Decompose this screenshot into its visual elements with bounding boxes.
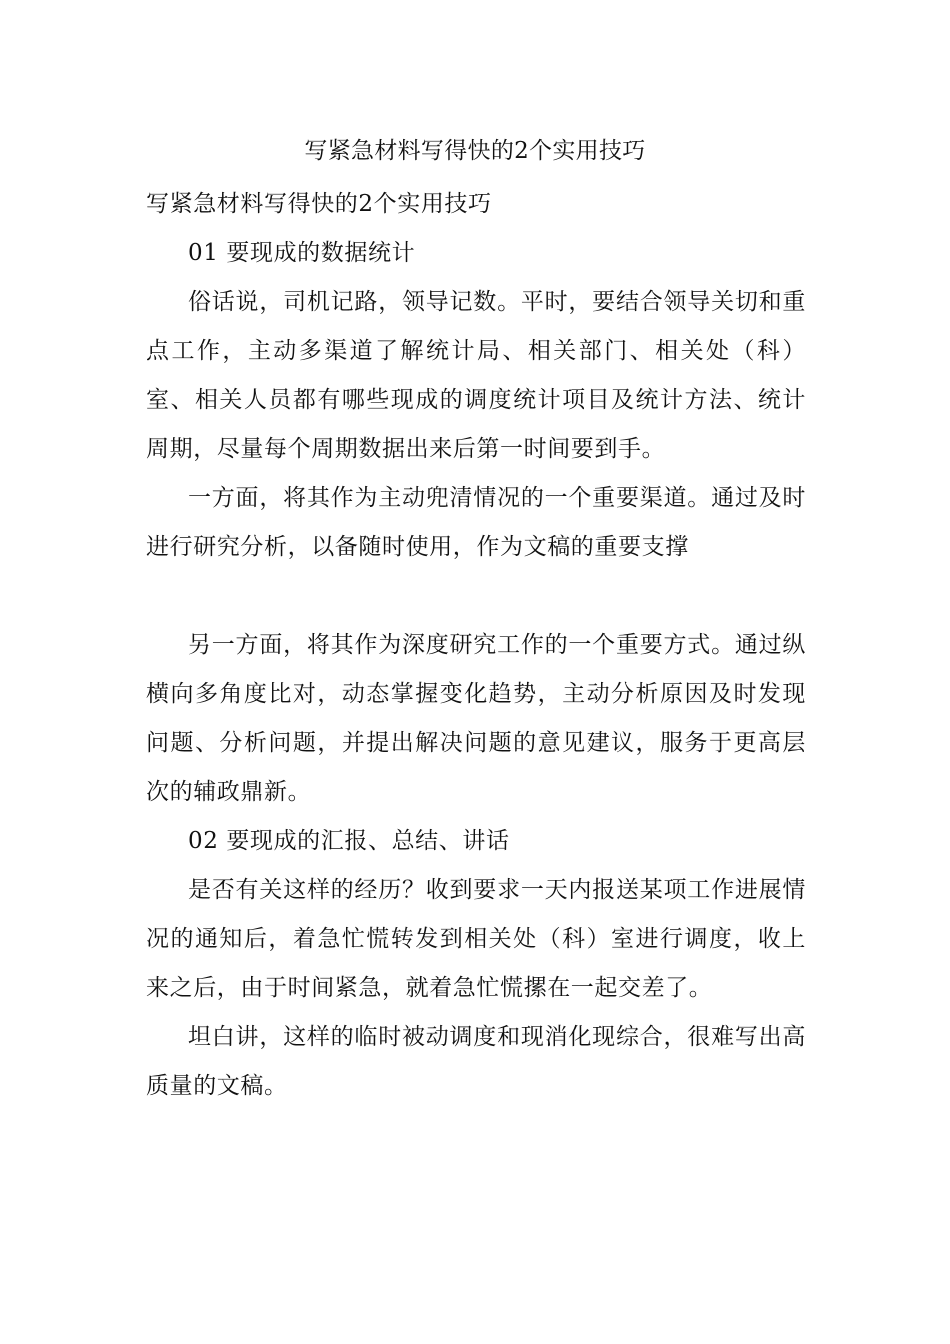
section-2-paragraph: 坦白讲，这样的临时被动调度和现消化现综合，很难写出高质量的文稿。 xyxy=(146,1024,806,1099)
section-2-paragraph: 是否有关这样的经历？收到要求一天内报送某项工作进展情况的通知后，着急忙慌转发到相关处（科）室进行调度，收上来之后，由于时间紧急，就着急忙慌摞在一起交差了。 xyxy=(146,877,806,1001)
section-1-heading: 01 要现成的数据统计 xyxy=(188,240,416,266)
document-body xyxy=(146,180,806,1111)
section-1-paragraph: 另一方面，将其作为深度研究工作的一个重要方式。通过纵横向多角度比对，动态掌握变化趋势，主动分析原因及时发现问题、分析问题，并提出解决问题的意见建议，服务于更高层次的辅政鼎新。 xyxy=(146,632,806,805)
section-1-paragraph: 一方面，将其作为主动兜清情况的一个重要渠道。通过及时进行研究分析，以备随时使用，作为文稿的重要支撑 xyxy=(146,485,806,560)
section-1-paragraph: 俗话说，司机记路，领导记数。平时，要结合领导关切和重点工作，主动多渠道了解统计局、相关部门、相关处（科）室、相关人员都有哪些现成的调度统计项目及统计方法、统计周期，尽量每个周期数据出来后第一时间要到手。 xyxy=(146,289,806,462)
document-title: 写紧急材料写得快的2个实用技巧 xyxy=(304,138,646,164)
section-2-heading: 02 要现成的汇报、总结、讲话 xyxy=(188,828,510,854)
document-subtitle: 写紧急材料写得快的2个实用技巧 xyxy=(146,191,492,217)
